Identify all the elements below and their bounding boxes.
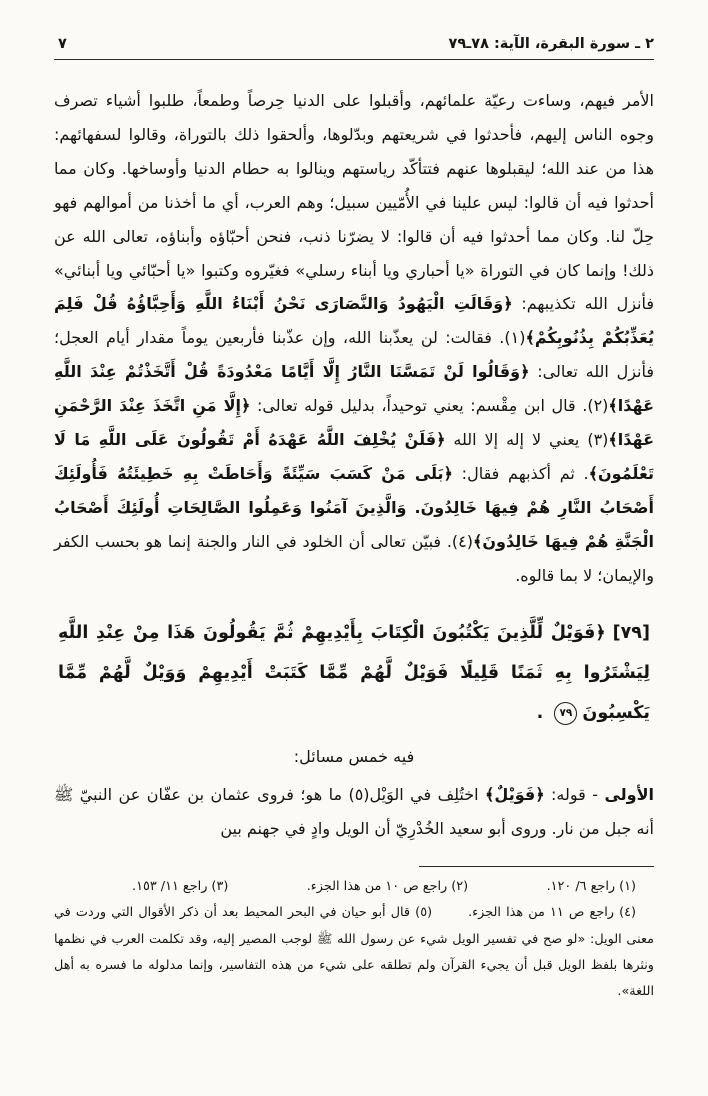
verse-number-bracket: [٧٩] <box>612 622 650 643</box>
text-run: (٣) يعني لا إله إلا الله <box>445 430 609 450</box>
footnote-3: (٣) راجع ١١/ ١٥٣. <box>132 879 229 895</box>
text-run: الأمر فيهم، وساءت رعيّة علمائهم، وأقبلوا على الدنيا حِرصاً وطمعاً، طلبوا أشياء تصرف وجوه الناس إليهم، فأحدثوا في شريعتهم وبدّلوها، وألحقوا ذلك بالتوراة، وقالوا لسفهائهم: هذا من عند الله؛ ليقبلوها عنهم فتتأكّد رياستهم وينالوا به حطام الدنيا وأوساخها. وكان مما أحدثوا فيه أن قالوا: ليس علينا في الأُمّيين سبيل؛ وهم العرب، أي ما أخذنا من أموالهم فهو حِلّ لنا. وكان مما أحدثوا فيه أن قالوا: لا يضرّنا ذنب، فنحن أحبّاؤه وأبناؤه، تعالى الله عن ذلك! وإنما كان في التوراة «يا أحباري ويا أبناء رسلي» فغيّروه وكتبوا «يا أحبّائي ويا أبنائي» فأنزل الله تكذيبهم: <box>54 91 654 314</box>
first-masala-paragraph <box>54 778 654 846</box>
quran-verse-text: ﴿فَوَيْلٌ لِّلَّذِينَ يَكْتُبُونَ الْكِتَابَ بِأَيْدِيهِمْ ثُمَّ يَقُولُونَ هَذَا مِنْ عِنْدِ اللَّهِ لِيَشْتَرُوا بِهِ ثَمَنًا قَلِيلًا فَوَيْلٌ لَّهُمْ مِّمَّا كَتَبَتْ أَيْدِيهِمْ وَوَيْلٌ لَّهُمْ مِّمَّا يَكْسِبُونَ <box>58 622 650 724</box>
verse-closing-mark: . <box>536 703 550 724</box>
footnote-5: (٥) قال أبو حيان في البحر المحيط بعد أن ذكر الأقوال التي وردت في معنى الويل: «لو صح في تفسير الويل شيء عن رسول الله ﷺ لوجب المصير إليه، وقد تكلمت العرب في نظمها ونثرها بلفظ الويل قبل أن يجيء القرآن ولم تطلقه على شيء من هذه التفاسير، وإنما مدلوله ما فسره به أهل اللغة». <box>54 905 654 1000</box>
text-run: . ثم أكذبهم فقال: <box>452 463 589 483</box>
text-run: اختُلِف في الوَيْل(٥) ما هو؛ فروى عثمان بن عفّان عن النبيّ ﷺ أنه جبل من نار. وروى أبو سعيد الخُدْرِيّ أن الويل وادٍ في جهنم بين <box>54 785 654 839</box>
commentary-paragraph <box>54 84 654 593</box>
footnote-separator-rule <box>419 866 654 867</box>
quran-quote: ﴿فَلَنْ يُخْلِفَ اللَّهُ عَهْدَهُ أَمْ تَقُولُونَ عَلَى اللَّهِ مَا لَا تَعْلَمُونَ﴾ <box>54 430 654 483</box>
text-run: (١). فقالت: لن يعذّبنا الله، وإن عذّبنا فأربعين يوماً مقدار أيام العجل؛ فأنزل الله تعالى: <box>54 328 655 382</box>
footnote-row <box>54 874 654 900</box>
footnotes-section <box>54 866 654 1005</box>
quran-quote: ﴿بَلَى مَنْ كَسَبَ سَيِّئَةً وَأَحَاطَتْ بِهِ خَطِيئَتُهُ فَأُولَئِكَ أَصْحَابُ النَّارِ هُمْ فِيهَا خَالِدُونَ. وَالَّذِينَ آمَنُوا وَعَمِلُوا الصَّالِحَاتِ أُولَئِكَ أَصْحَابُ الْجَنَّةِ هُمْ فِيهَا خَالِدُونَ﴾ <box>54 463 655 551</box>
text-run: (٢). قال ابن مِقْسم: يعني توحيداً، بدليل قوله تعالى: <box>250 396 609 416</box>
chapter-header-title: ٢ ـ سورة البقرة، الآية: ٧٨ـ٧٩ <box>448 36 654 52</box>
quran-quote: ﴿فَوَيْلٌ﴾ <box>485 785 545 805</box>
footnote-paragraph <box>54 900 654 1005</box>
quran-quote: ﴿إِلَّا مَنِ اتَّخَذَ عِنْدَ الرَّحْمَنِ عَهْدًا﴾ <box>54 396 654 450</box>
quran-quote: ﴿وَقَالَتِ الْيَهُودُ وَالنَّصَارَى نَحْنُ أَبْنَاءُ اللَّهِ وَأَحِبَّاؤُهُ قُلْ فَلِمَ يُعَذِّبُكُمْ بِذُنُوبِكُمْ﴾ <box>54 294 655 348</box>
quran-verse-block <box>58 613 650 734</box>
footnote-4: (٤) راجع ص ١١ من هذا الجزء. <box>468 905 637 921</box>
page-number: ٧ <box>58 36 67 52</box>
ayah-end-ornament: ٧٩ <box>554 702 577 725</box>
footnote-1: (١) راجع ٦/ ١٢٠. <box>546 879 636 895</box>
text-run: الأولى <box>604 785 654 805</box>
page-header <box>54 36 654 60</box>
quran-quote: ﴿وَقَالُوا لَنْ تَمَسَّنَا النَّارُ إِلَّا أَيَّامًا مَعْدُودَةً قُلْ أَتَّخَذْتُمْ عِنْدَ اللَّهِ عَهْدًا﴾ <box>54 362 654 416</box>
masail-heading: فيه خمس مسائل: <box>293 747 415 767</box>
text-run: - قوله: <box>544 785 605 805</box>
footnote-2: (٢) راجع ص ١٠ من هذا الجزء. <box>306 879 469 895</box>
text-run: (٤). فبيّن تعالى أن الخلود في النار والجنة إنما هو بحسب الكفر والإيمان؛ لا بما قالوه. <box>54 531 654 585</box>
page-body <box>54 60 654 846</box>
